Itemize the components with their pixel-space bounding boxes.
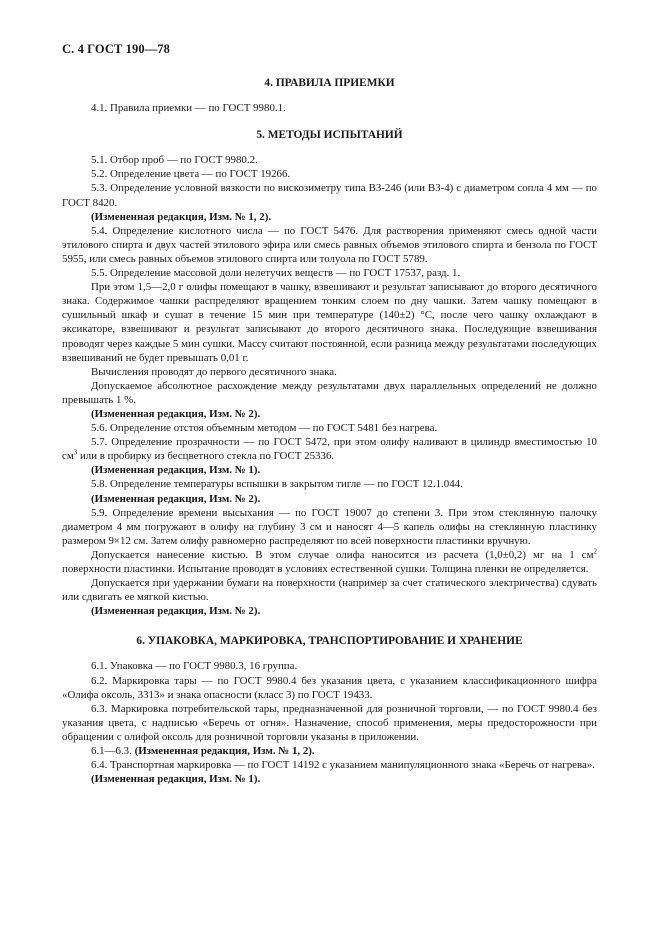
paragraph-6-1: 6.1. Упаковка — по ГОСТ 9980.3, 16 группа. xyxy=(91,660,298,673)
paragraph-5-7-text-a: 5.7. Определение прозрачности — по ГОСТ 5472, при этом олифу наливают в цилиндр вместимостью 10 см xyxy=(62,436,597,463)
paragraph-6-2: 6.2. Маркировка тары — по ГОСТ 9980.4 без указания цвета, с указанием классификационного шифра «Олифа оксоль, 3313» и знака опасности (класс 3) по ГОСТ 19433. xyxy=(62,674,597,701)
paragraph-5-7 xyxy=(62,435,597,463)
paragraph-5-9-brush-text-b: поверхности пластинки. Испытание проводят в условиях естественной сушки. Толщина пленки не определяется. xyxy=(62,563,589,575)
superscript-2: 2 xyxy=(593,547,597,556)
edition-note: (Измененная редакция, Изм. № 1, 2). xyxy=(134,745,315,758)
edition-note: (Измененная редакция, Изм. № 1). xyxy=(91,464,261,477)
paragraph-5-7-text-b: или в пробирку из бесцветного стекла по ГОСТ 25336. xyxy=(77,450,335,463)
paragraph-6-3: 6.3. Маркировка потребительской тары, предназначенной для розничной торговли, — по ГОСТ 9980.4 без указания цвета, с надписью «Беречь от огня». Назначение, способ применения, меры предосторожности при обращении с олифой оксоль для розничной торговли указаны в приложении. xyxy=(62,702,597,743)
paragraph-5-4: 5.4. Определение кислотного числа — по ГОСТ 5476. Для растворения применяют смесь одной части этилового спирта и двух частей этилового эфира или смесь равных объемов этилового спирта и бензола по ГОСТ 5955, или смесь равных объемов этилового спирта или толуола по ГОСТ 5789. xyxy=(62,224,597,265)
document-body xyxy=(62,76,597,786)
edition-note-6-1-6-3 xyxy=(62,744,597,758)
edition-note-prefix: 6.1—6.3. xyxy=(91,745,135,758)
paragraph-5-3: 5.3. Определение условной вязкости по вискозиметру типа ВЗ-246 (или ВЗ-4) с диаметром сопла 4 мм — по ГОСТ 8420. xyxy=(62,182,597,209)
section-6-title: 6. УПАКОВКА, МАРКИРОВКА, ТРАНСПОРТИРОВАНИЕ И ХРАНЕНИЕ xyxy=(136,635,523,648)
paragraph-5-9: 5.9. Определение времени высыхания — по ГОСТ 19007 до степени 3. При этом стеклянную палочку диаметром 4 мм погружают в олифу на глубину 3 см и наносят 4—5 капель олифы на стеклянную пластинку размером 9×12 см. Затем олифу равномерно распределяют по всей поверхности пластинки вручную. xyxy=(62,506,597,547)
paragraph-5-1: 5.1. Отбор проб — по ГОСТ 9980.2. xyxy=(91,154,258,167)
paragraph-5-5-tolerance: Допускаемое абсолютное расхождение между результатами двух параллельных определений не должно превышать 1 %. xyxy=(62,379,597,406)
paragraph-5-9-brush-text-a: Допускается нанесение кистью. В этом случае олифа наносится из расчета (1,0±0,2) мг на 1 см xyxy=(91,548,594,561)
edition-note: (Измененная редакция, Изм. № 2). xyxy=(91,407,261,420)
edition-note: (Измененная редакция, Изм. № 1). xyxy=(91,773,261,786)
paragraph-5-5-procedure: При этом 1,5—2,0 г олифы помещают в чашку, взвешивают и результат записывают до второго десятичного знака. Содержимое чашки распределяют вращением тонким слоем по дну чашки. Затем чашку помещают в сушильный шкаф и сушат в течение 15 мин при температуре (140±2) °С, после чего чашку охлаждают в эксикаторе, взвешивают и результат записывают до второго десятичного знака. Последующие взвешивания проводят через каждые 5 мин сушки. Массу считают постоянной, если разница между результатами последующих взвешиваний не будет превышать 0,01 г. xyxy=(62,281,597,364)
section-4-title: 4. ПРАВИЛА ПРИЕМКИ xyxy=(264,77,395,89)
superscript-3: 3 xyxy=(73,448,78,457)
section-5-title: 5. МЕТОДЫ ИСПЫТАНИЙ xyxy=(256,129,403,142)
paragraph-5-8: 5.8. Определение температуры вспышки в закрытом тигле — по ГОСТ 12.1.044. xyxy=(91,478,463,491)
edition-note: (Измененная редакция, Изм. № 2). xyxy=(91,605,261,618)
paragraph-5-9-brush xyxy=(62,548,597,576)
running-head: С. 4 ГОСТ 190—78 xyxy=(62,42,171,56)
paragraph-6-4: 6.4. Транспортная маркировка — по ГОСТ 14192 с указанием манипуляционного знака «Беречь от нагрева». xyxy=(91,759,595,772)
edition-note: (Измененная редакция, Изм. № 1, 2). xyxy=(91,210,272,223)
paragraph-5-5: 5.5. Определение массовой доли нелетучих веществ — по ГОСТ 17537, разд. 1. xyxy=(91,267,461,280)
paragraph-5-2: 5.2. Определение цвета — по ГОСТ 19266. xyxy=(91,168,291,181)
paragraph-5-5-calculation: Вычисления проводят до первого десятичного знака. xyxy=(91,365,337,378)
paragraph-5-6: 5.6. Определение отстоя объемным методом — по ГОСТ 5481 без нагрева. xyxy=(91,422,438,435)
paragraph-5-9-paper: Допускается при удержании бумаги на поверхности (например за счет статического электричества) сдувать или сдвигать ее мягкой кистью. xyxy=(62,577,597,604)
paragraph-4-1: 4.1. Правила приемки — по ГОСТ 9980.1. xyxy=(91,102,286,115)
edition-note: (Измененная редакция, Изм. № 2). xyxy=(91,492,261,505)
